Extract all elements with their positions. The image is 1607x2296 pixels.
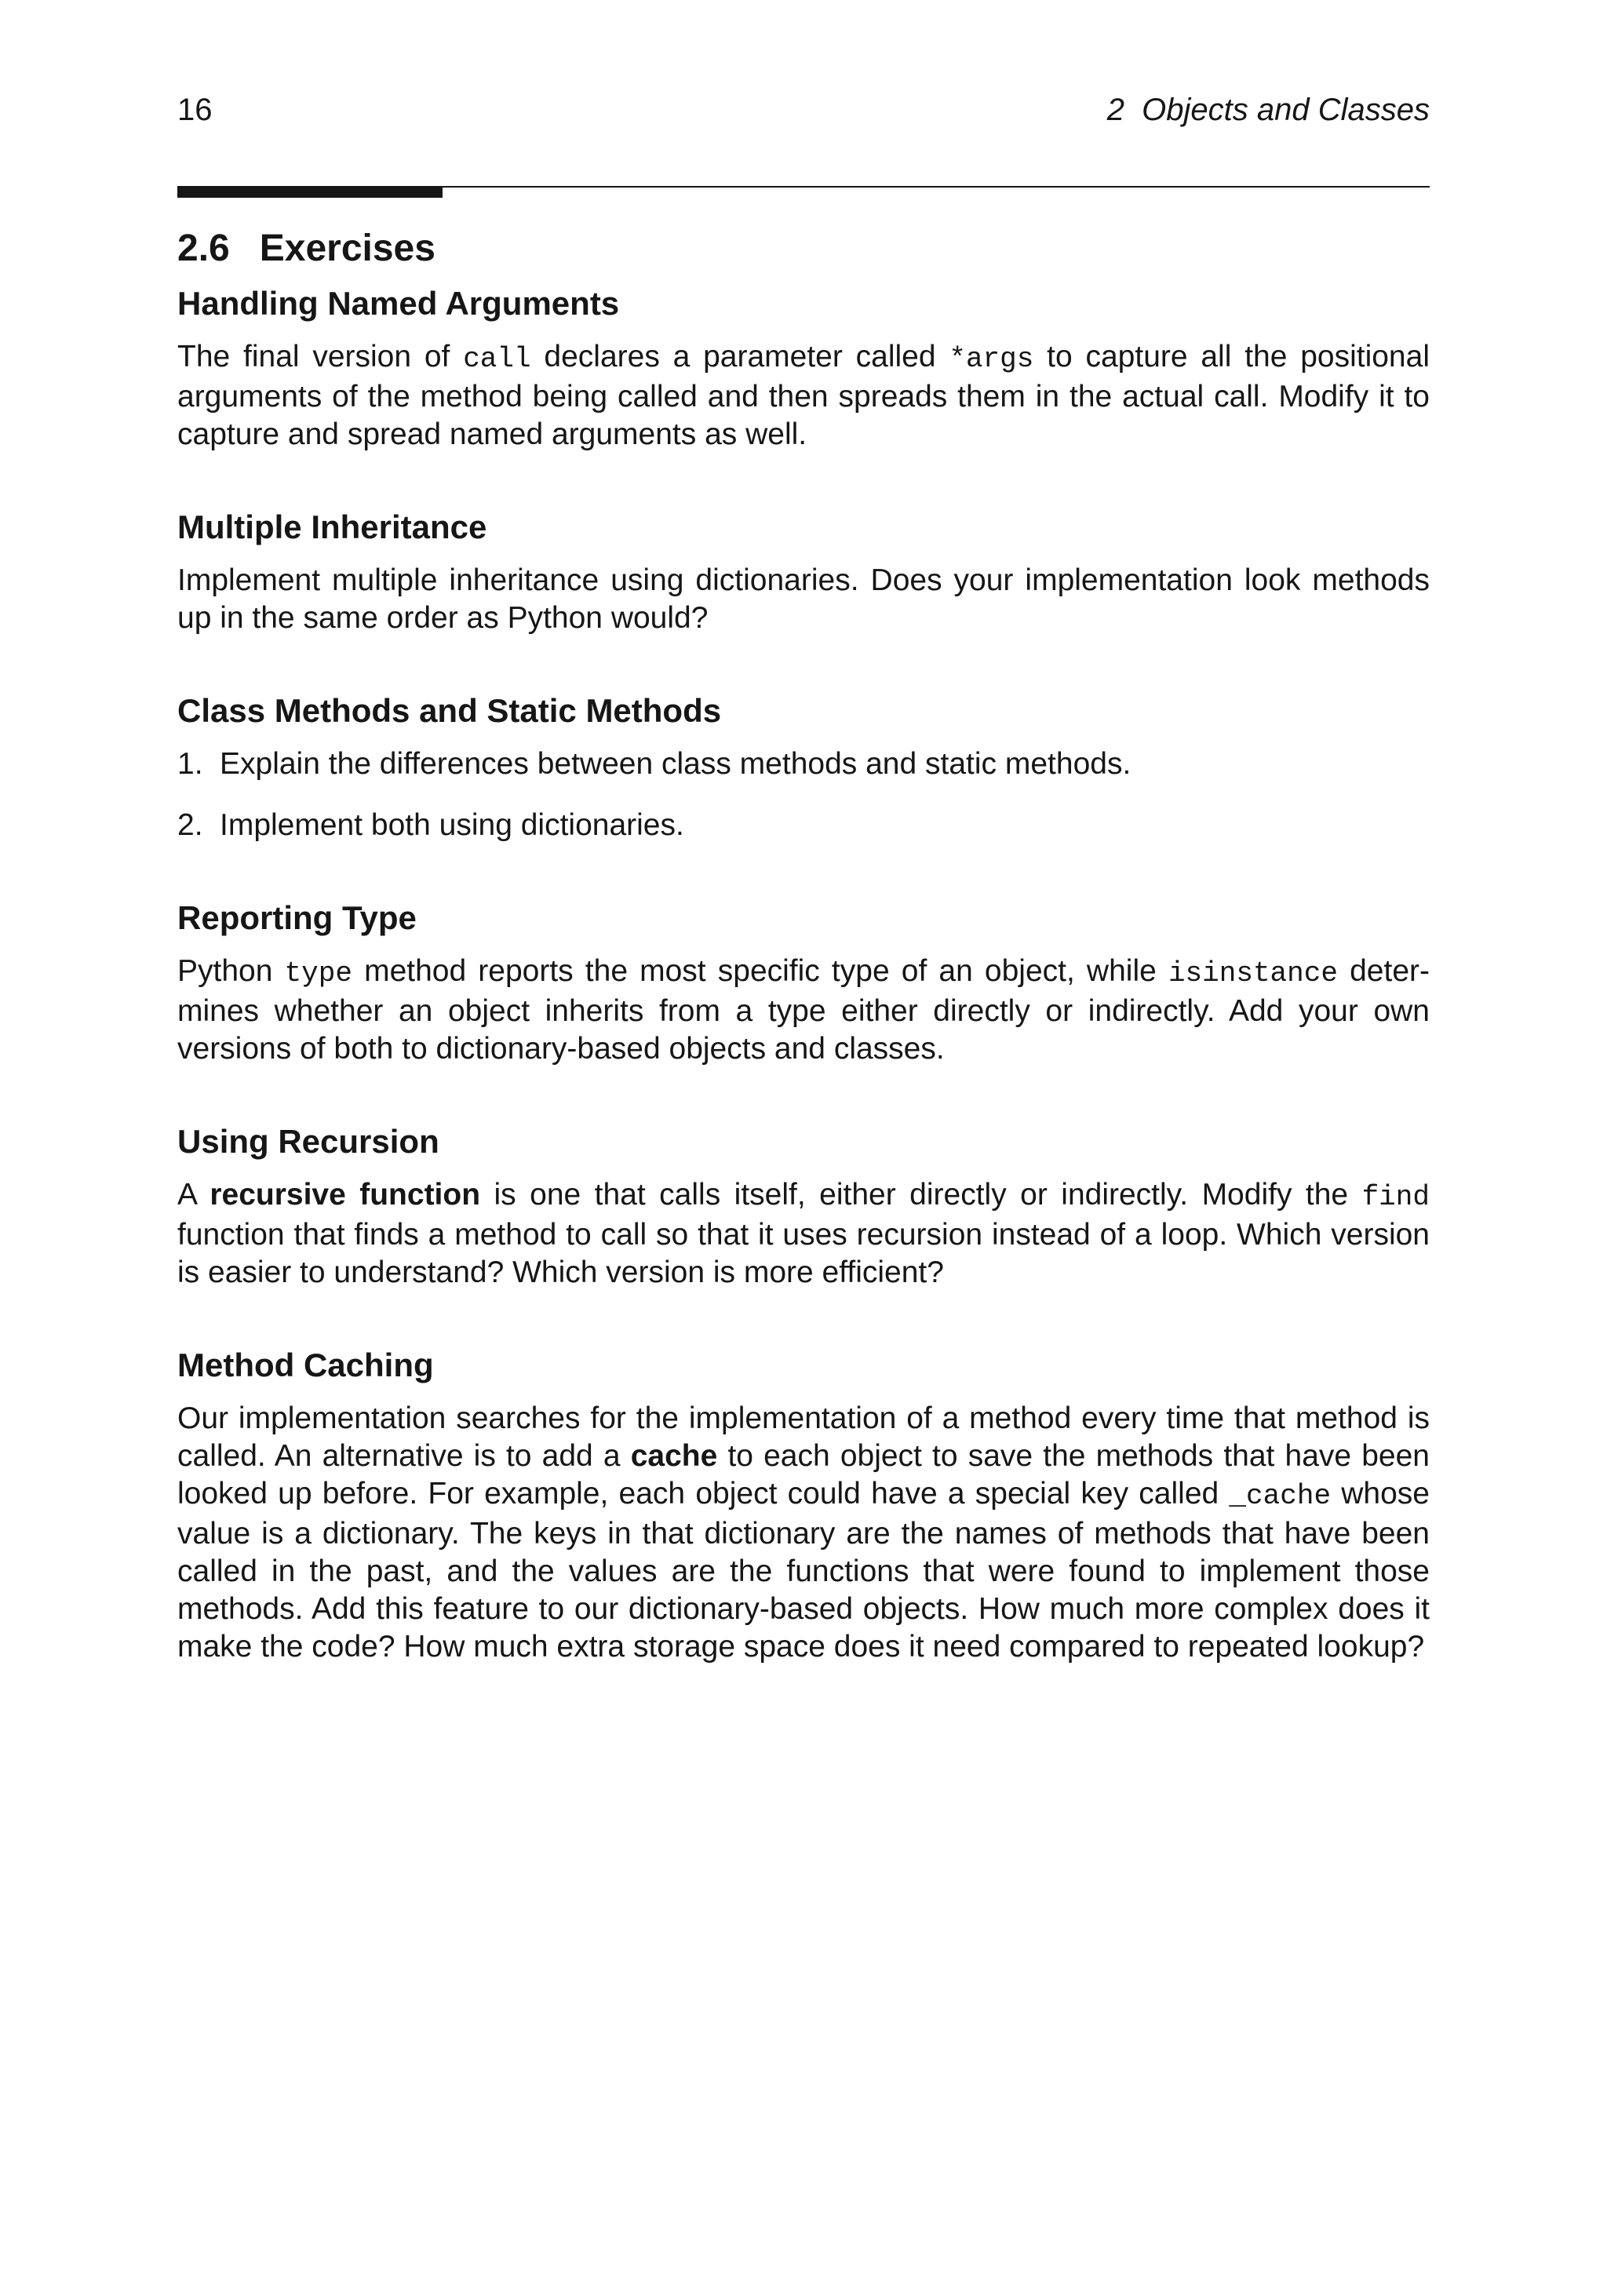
exercise-heading: Method Caching [177,1347,434,1383]
inline-code: find [1361,1181,1430,1213]
exercise-heading: Multiple Inheritance [177,508,487,545]
exercise-paragraph [177,562,1430,637]
text-run: method reports the most specific type of an object, while [352,954,1168,988]
header-rule-accent [177,186,443,198]
list-item-text: Explain the differences between class methods and static methods. [220,747,1131,781]
list-item [177,745,1430,783]
exercise-heading: Reporting Type [177,899,417,936]
exercise-section [177,896,1430,1068]
exercise-section [177,282,1430,454]
section-title: Exercises [259,228,435,269]
running-header [177,88,1430,132]
exercise-section [177,1120,1430,1292]
exercise-heading: Class Methods and Static Methods [177,692,722,729]
inline-code: _cache [1229,1480,1332,1512]
numbered-list [177,745,1430,844]
text-run: to each object to save the methods that have been looked up before. For example, each object could have a special key called [177,1439,1430,1511]
exercise-section [177,689,1430,844]
exercise-paragraph [177,953,1430,1068]
page-number: 16 [177,93,213,127]
text-run: whose value is a dictionary. The keys in that dictionary are the names of methods that have been called in the past, and the values are the functions that were found to implement those methods. Add this feature to our dictionary-based objects. How much more complex does it make the code? How much extra storage space does it need compared to repeated lookup? [177,1477,1430,1664]
exercise-heading: Handling Named Arguments [177,285,620,322]
inline-code: isinstance [1168,957,1338,989]
text-run: A [177,1178,210,1212]
exercise-paragraph [177,1176,1430,1292]
list-marker: 2. [177,808,203,842]
exercise-paragraph [177,1400,1430,1666]
text-run: Python [177,954,285,988]
text-run: is one that calls itself, either directly or indirectly. Modify the [480,1178,1362,1212]
section-number: 2.6 [177,228,230,269]
text-run: Our implementation searches for the implementation of a method every time that method is called. An alternative is to add a [177,1401,1430,1473]
exercise-paragraph [177,338,1430,454]
exercise-section [177,505,1430,637]
defined-term: recursive function [210,1178,481,1212]
list-item-text: Implement both using dictionaries. [220,808,684,842]
text-run: declares a parameter called [530,340,949,374]
inline-code: call [463,343,531,375]
exercise-list [177,282,1430,1666]
text-run: function that finds a method to call so that it uses recursion instead of a loop. Which version is easier to understand? Which version is more efficient? [177,1218,1430,1289]
page-content [177,224,1430,1718]
text-run: Implement multiple inheritance using dictionaries. Does your implementation look methods up in the same order as Python would? [177,563,1430,635]
text-run: determines whether an object inherits from a type either directly or indirectly. Add your own versions of both to dictionary-based objects and classes. [177,954,1430,1066]
list-marker: 1. [177,747,203,781]
inline-code: *args [949,343,1034,375]
text-run: The final version of [177,340,464,374]
list-item [177,807,1430,844]
text-run: to capture all the positional arguments of the method being called and then spreads them in the actual call. Modify it to capture and spread named arguments as well. [177,340,1430,451]
defined-term: cache [630,1439,718,1473]
chapter-title: 2 Objects and Classes [1106,93,1430,127]
exercise-section [177,1343,1430,1666]
exercise-heading: Using Recursion [177,1123,439,1160]
inline-code: type [284,957,352,989]
section-heading [177,224,1430,274]
